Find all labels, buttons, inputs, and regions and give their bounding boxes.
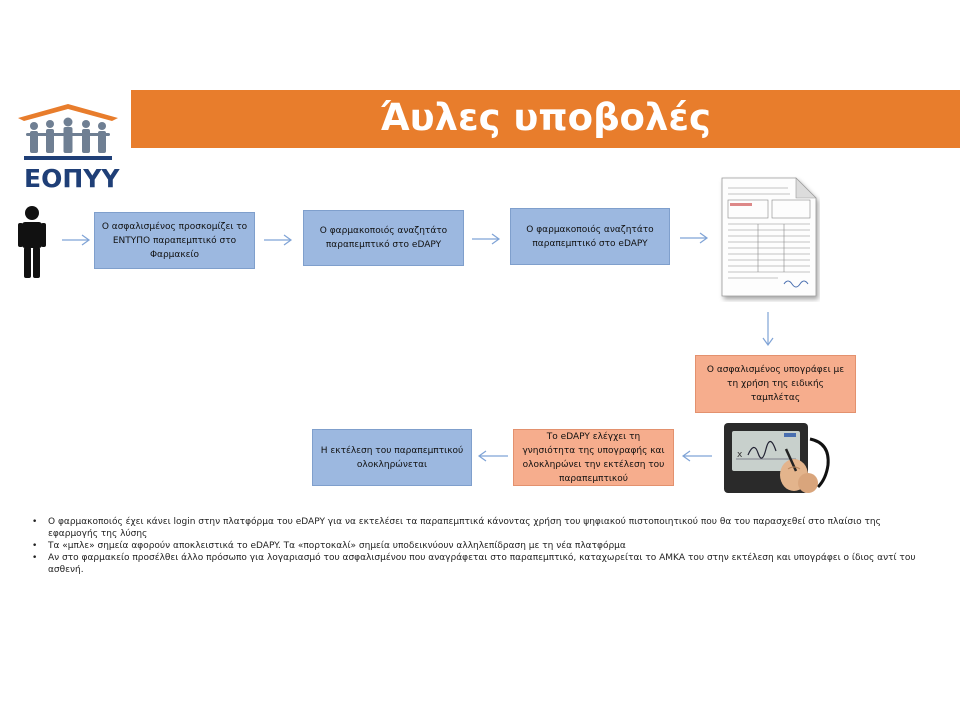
note-text: Τα «μπλε» σημεία αφορούν αποκλειστικά το eDAPY. Τα «πορτοκαλί» σημεία υποδεικνύουν αλληλεπίδραση με τη νέα πλατφόρμα xyxy=(48,541,626,551)
flow-box-pharmacist-search-2 xyxy=(510,208,670,265)
arrow-right-icon xyxy=(678,231,712,245)
flow-box-text: Η εκτέλεση του παραπεμπτικού ολοκληρώνεται xyxy=(320,445,464,470)
notes-list xyxy=(32,516,932,576)
note-item xyxy=(32,516,932,540)
flow-box-patient-signs xyxy=(695,355,856,413)
flow-box-text: Ο ασφαλισμένος υπογράφει με τη χρήση της ειδικής ταμπλέτας xyxy=(706,365,845,403)
arrow-right-icon xyxy=(470,232,504,246)
bullet-icon: • xyxy=(32,553,38,563)
person-icon xyxy=(16,205,48,279)
referral-document-icon xyxy=(718,176,820,302)
logo-text: ΕΟΠΥΥ xyxy=(24,164,120,193)
note-text: Ο φαρμακοποιός έχει κάνει login στην πλατφόρμα του eDAPY για να εκτελέσει τα παραπεμπτικά κάνοντας χρήση του ψηφιακού πιστοποιητικού που θα του παρασχεθεί στο πλαίσιο της εφαρμογής της λύσης xyxy=(48,517,881,539)
arrow-left-icon xyxy=(680,449,714,463)
flow-box-text: Ο φαρμακοποιός αναζητάτο παραπεμπτικό στο eDAPY xyxy=(526,224,654,249)
note-item xyxy=(32,552,932,576)
note-text: Αν στο φαρμακείο προσέλθει άλλο πρόσωπο για λογαριασμό του ασφαλισμένου που αναγράφεται στο παραπεμπτικό, καταχωρείται το ΑΜΚΑ του στην εκτέλεση και υπογράφει ο ίδιος αντί του ασθενή. xyxy=(48,553,916,575)
arrow-left-icon xyxy=(476,449,510,463)
note-item xyxy=(32,540,932,552)
arrow-right-icon xyxy=(60,233,94,247)
page-title: Άυλες υποβολές xyxy=(380,96,711,139)
flow-box-edapy-verifies xyxy=(513,429,674,486)
flow-box-execution-complete xyxy=(312,429,472,486)
signature-pad-icon xyxy=(722,419,832,495)
flow-box-pharmacist-search-1 xyxy=(303,210,464,266)
bullet-icon: • xyxy=(32,517,38,527)
svg-text:x: x xyxy=(737,450,743,460)
flow-box-text: Το eDAPY ελέγχει τη γνησιότητα της υπογραφής και ολοκληρώνει την εκτέλεση του παραπεμπτικού xyxy=(522,431,665,484)
flow-box-patient-brings-referral xyxy=(94,212,255,269)
bullet-icon: • xyxy=(32,541,38,551)
flow-box-text: Ο φαρμακοποιός αναζητάτο παραπεμπτικό στο eDAPY xyxy=(319,226,448,250)
arrow-right-icon xyxy=(262,233,296,247)
title-bar xyxy=(131,90,960,148)
arrow-down-icon xyxy=(760,310,776,350)
flow-box-text: Ο ασφαλισμένος προσκομίζει το ΕΝΤΥΠΟ παραπεμπτικό στο Φαρμακείο xyxy=(101,221,248,260)
